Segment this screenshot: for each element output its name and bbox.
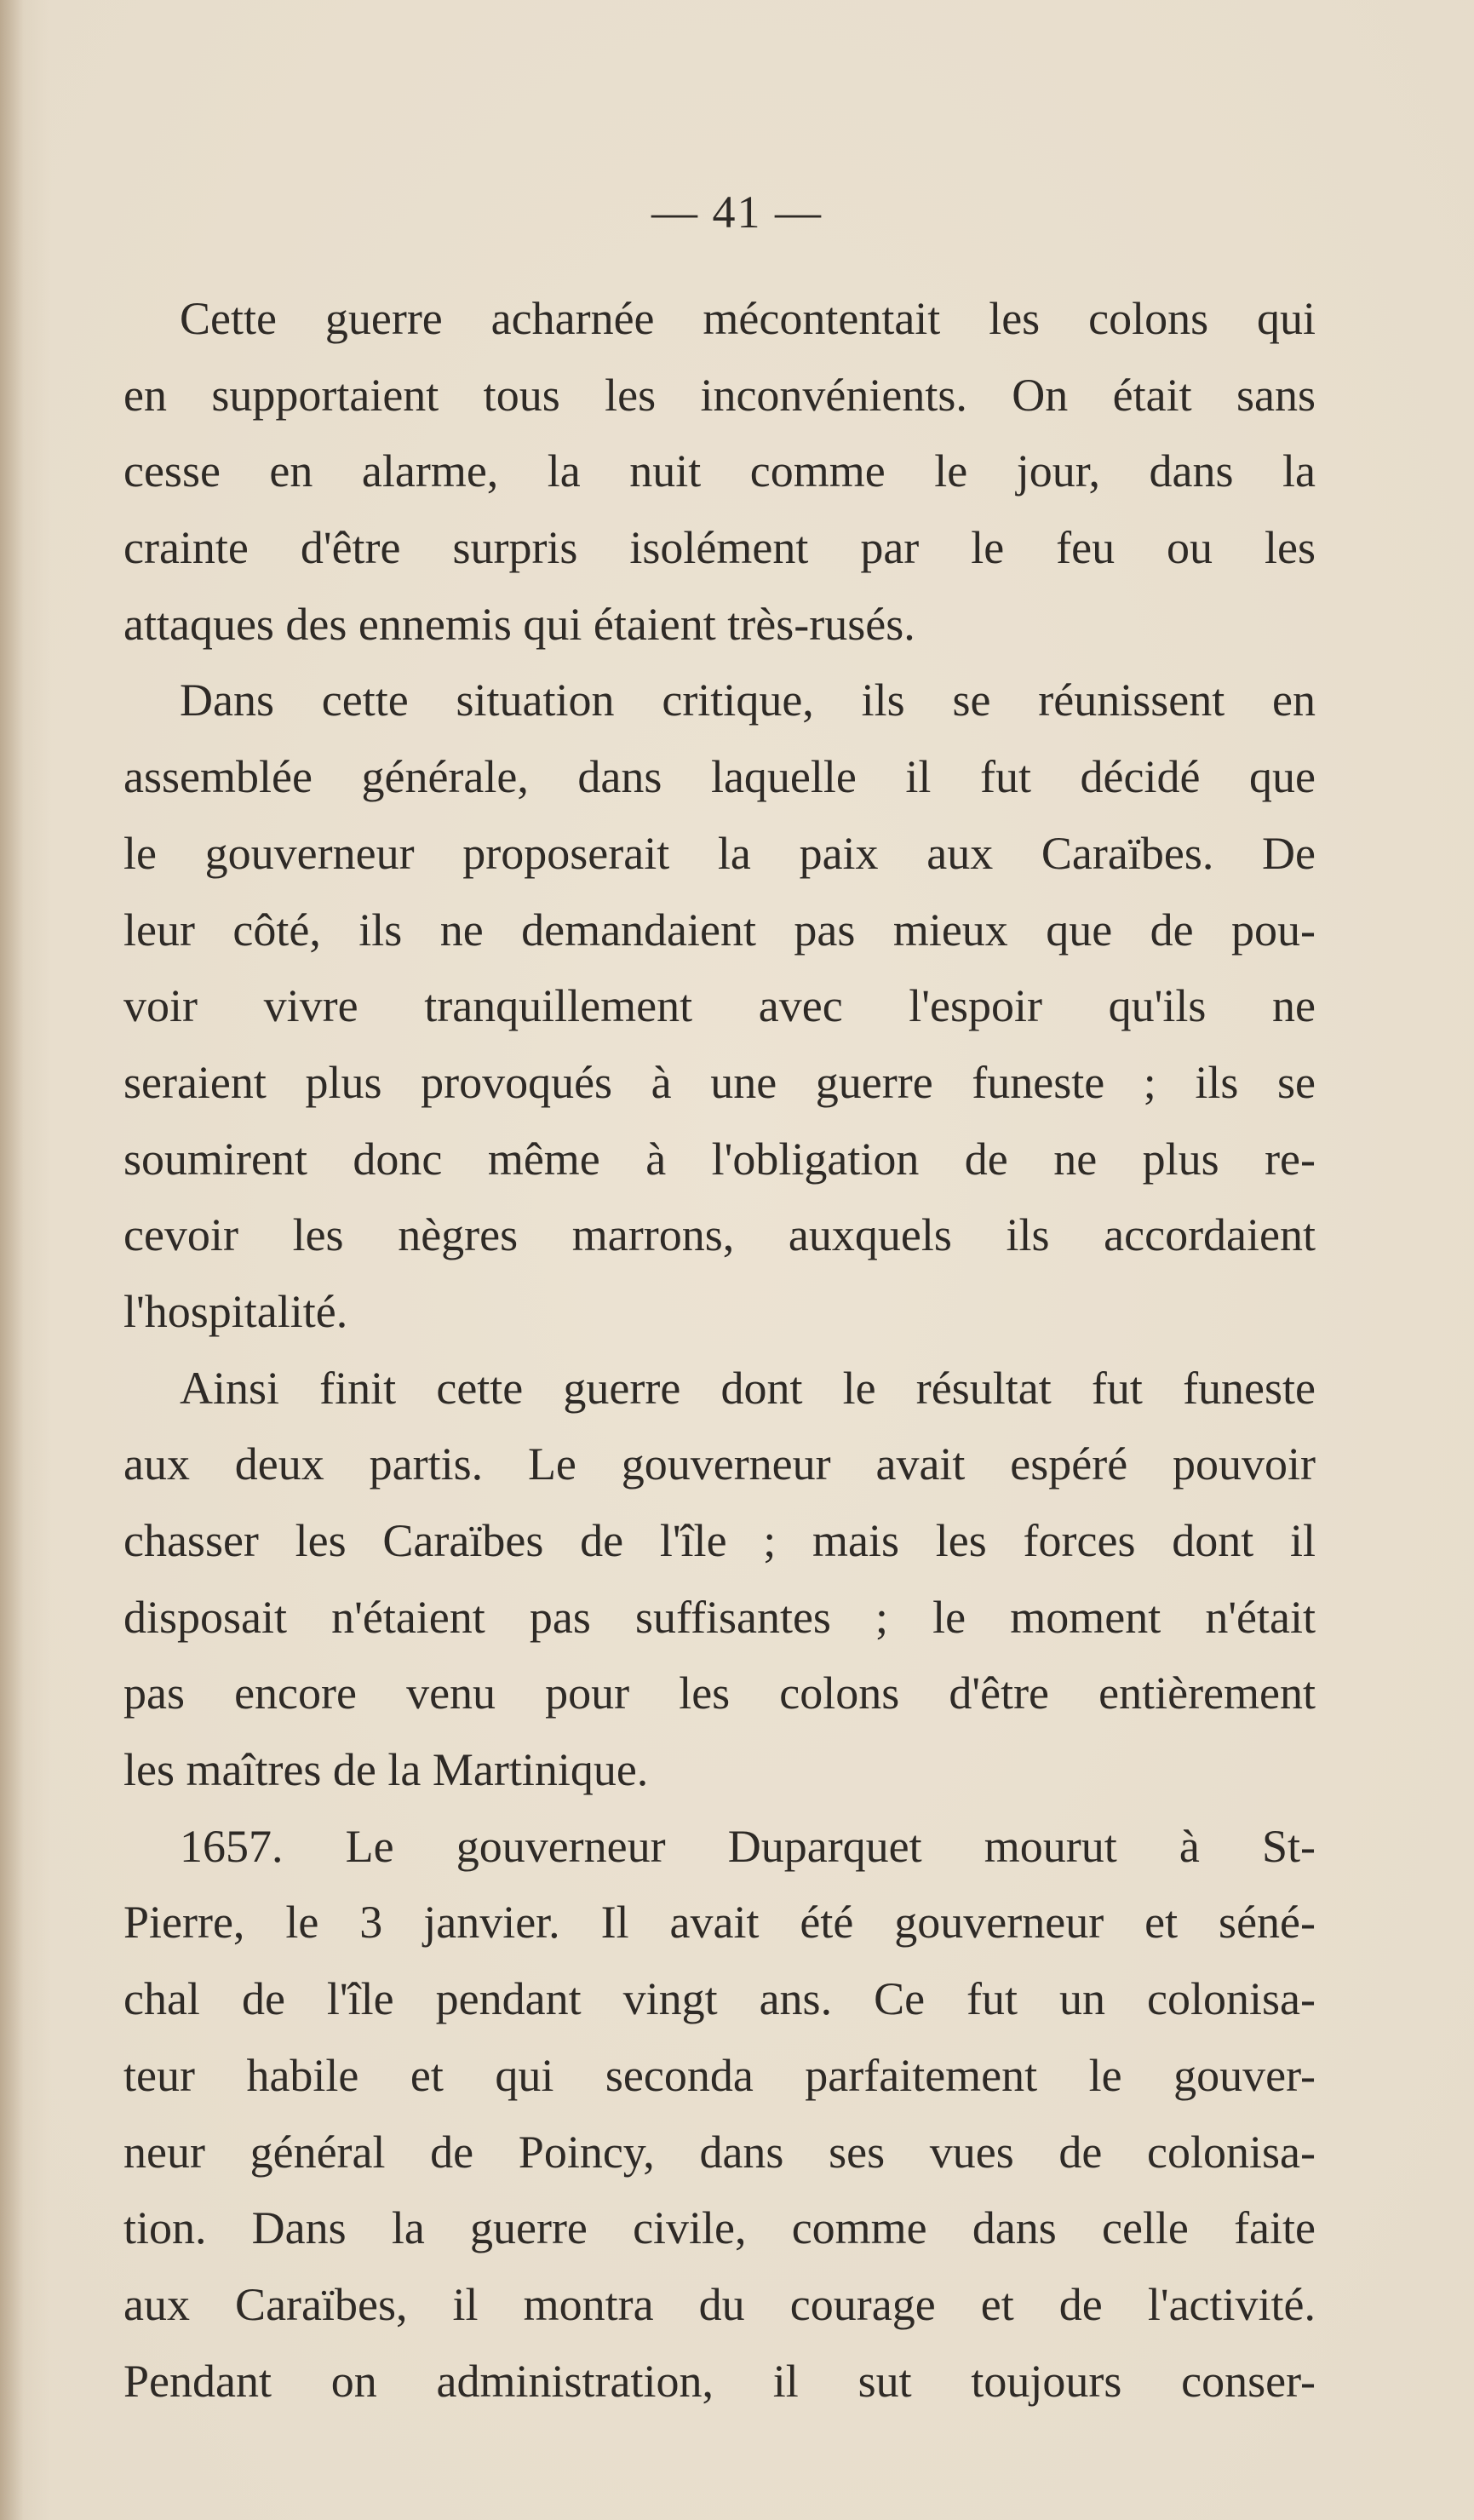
text-line: crainte d'être surpris isolément par le feu ou les <box>123 522 1316 574</box>
text-line: Cette guerre acharnée mécontentait les colons qui <box>180 293 1316 344</box>
text-line: tion. Dans la guerre civile, comme dans celle faite <box>123 2202 1316 2254</box>
text-line: cevoir les nègres marrons, auxquels ils accordaient <box>123 1209 1316 1261</box>
text-line: pas encore venu pour les colons d'être entièrement <box>123 1668 1316 1719</box>
text-line: voir vivre tranquillement avec l'espoir qu'ils ne <box>123 980 1316 1032</box>
text-line: leur côté, ils ne demandaient pas mieux que de pou- <box>123 904 1316 956</box>
text-line: 1657. Le gouverneur Duparquet mourut à St- <box>180 1820 1316 1872</box>
text-line: seraient plus provoqués à une guerre funeste ; ils se <box>123 1056 1316 1108</box>
text-line: le gouverneur proposerait la paix aux Caraïbes. De <box>123 827 1316 879</box>
text-line: neur général de Poincy, dans ses vues de colonisa- <box>123 2126 1316 2178</box>
body-text <box>123 281 1316 2420</box>
page-number: — 41 — <box>651 187 823 238</box>
text-line: Dans cette situation critique, ils se réunissent en <box>180 674 1316 726</box>
text-line: soumirent donc même à l'obligation de ne plus re- <box>123 1133 1316 1185</box>
text-line: aux deux partis. Le gouverneur avait espéré pouvoir <box>123 1438 1316 1490</box>
text-line: Pendant on administration, il sut toujours conser- <box>123 2355 1316 2407</box>
text-line: chasser les Caraïbes de l'île ; mais les forces dont il <box>123 1515 1316 1566</box>
text-line: assemblée générale, dans laquelle il fut décidé que <box>123 751 1316 803</box>
text-line: aux Caraïbes, il montra du courage et de l'activité. <box>123 2278 1316 2330</box>
text-line: l'hospitalité. <box>123 1285 348 1337</box>
text-line: Ainsi finit cette guerre dont le résultat fut funeste <box>180 1362 1316 1414</box>
text-line: les maîtres de la Martinique. <box>123 1744 649 1796</box>
text-line: chal de l'île pendant vingt ans. Ce fut un colonisa- <box>123 1973 1316 2025</box>
text-line: en supportaient tous les inconvénients. On était sans <box>123 369 1316 421</box>
text-line: disposait n'étaient pas suffisantes ; le moment n'était <box>123 1591 1316 1643</box>
text-line: cesse en alarme, la nuit comme le jour, dans la <box>123 445 1316 497</box>
page-gutter-shadow <box>0 0 24 2520</box>
text-line: teur habile et qui seconda parfaitement le gouver- <box>123 2049 1316 2101</box>
text-line: Pierre, le 3 janvier. Il avait été gouverneur et séné- <box>123 1897 1316 1949</box>
text-line: attaques des ennemis qui étaient très-rusés. <box>123 598 915 650</box>
